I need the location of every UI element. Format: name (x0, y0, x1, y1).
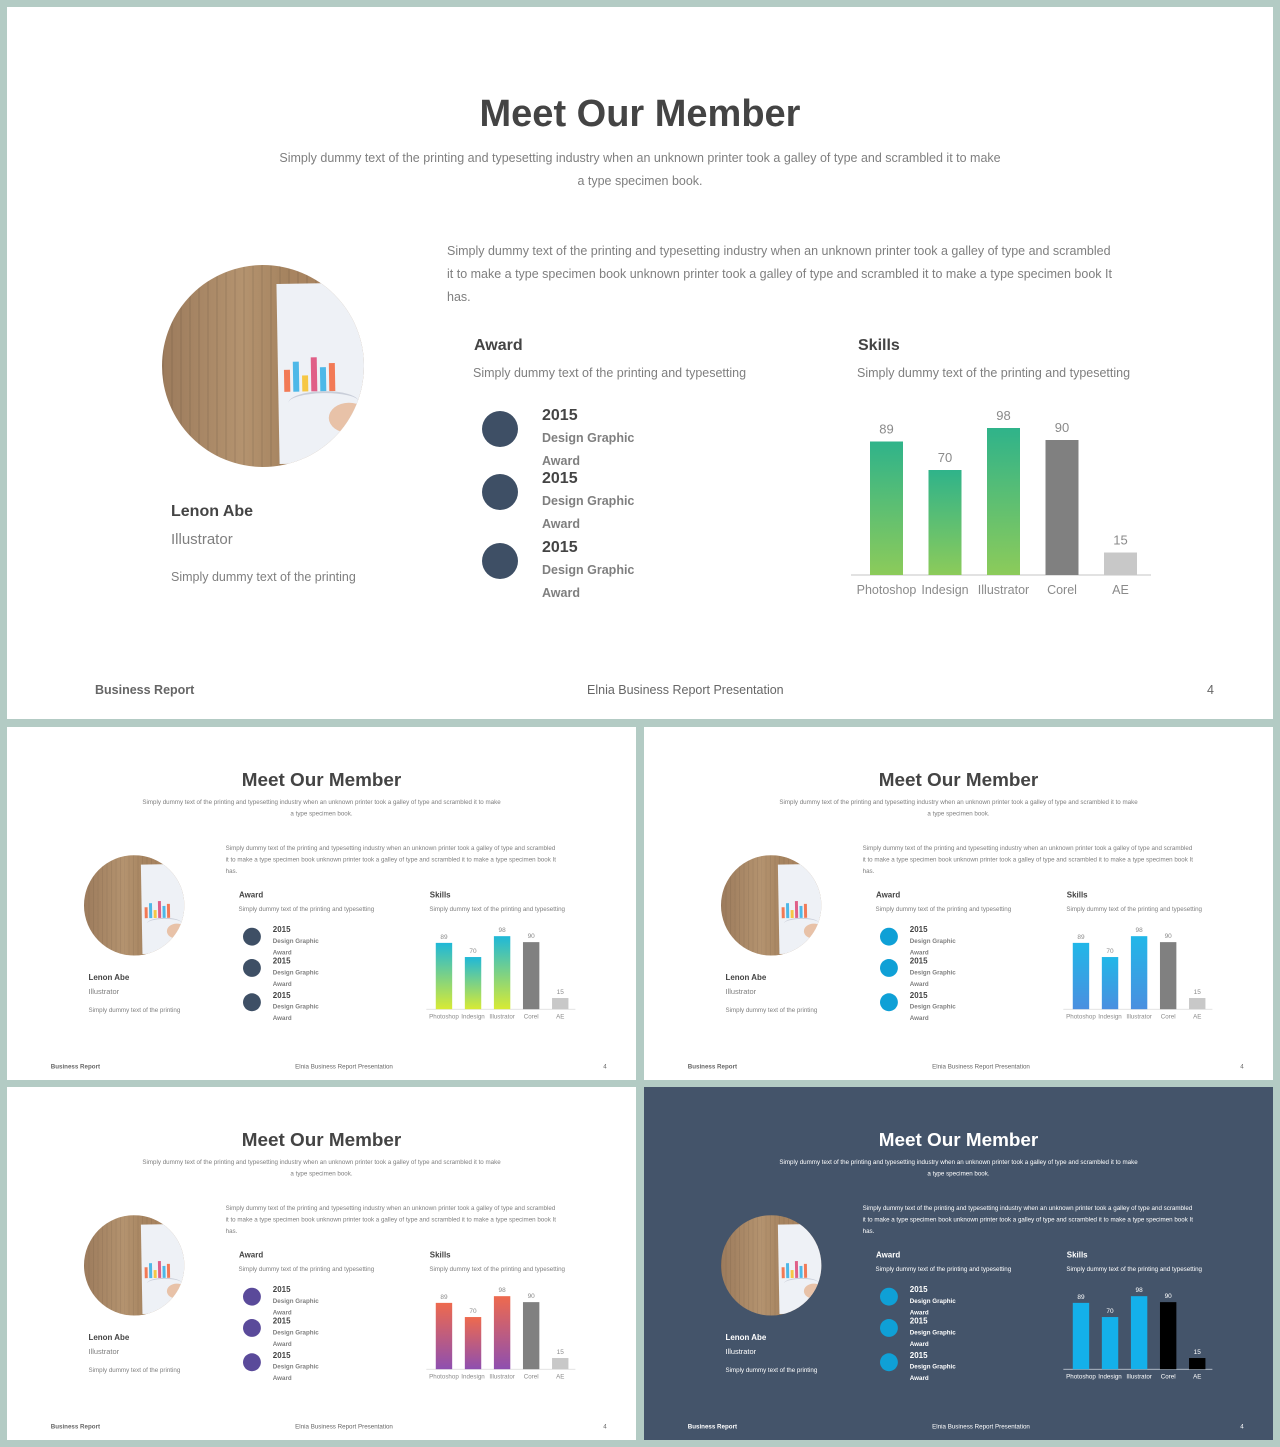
chart-bar-photoshop (436, 943, 452, 1009)
chart-bar-photoshop (1073, 943, 1089, 1009)
chart-value-label: 90 (527, 1293, 535, 1301)
award-dot-icon (243, 1319, 261, 1337)
award-label-2: Award (272, 949, 292, 957)
member-name: Lenon Abe (725, 973, 767, 982)
footer-brand: Business Report (50, 1422, 101, 1430)
skills-title: Skills (1066, 1250, 1088, 1260)
award-item (880, 1286, 1004, 1319)
award-title: Award (239, 890, 264, 900)
chart-category-label: Photoshop (856, 583, 917, 597)
photo-document (778, 864, 822, 954)
footer-brand: Business Report (687, 1062, 738, 1070)
award-year: 2015 (909, 1285, 928, 1295)
award-label: Design Graphic (909, 1297, 956, 1305)
chart-value-label: 98 (498, 1287, 506, 1295)
award-label-2: Award (909, 1014, 929, 1022)
chart-category-label: Photoshop (1066, 1013, 1096, 1021)
award-title: Award (239, 1250, 264, 1260)
award-dot-icon (243, 959, 261, 977)
member-description: Simply dummy text of the printing (88, 1006, 181, 1014)
chart-category-label: Illustrator (1126, 1013, 1152, 1021)
skills-title: Skills (858, 337, 900, 354)
skills-title: Skills (429, 890, 451, 900)
award-label-2: Award (272, 1340, 292, 1348)
award-dot-icon (880, 1353, 898, 1371)
chart-value-label: 89 (879, 421, 894, 437)
award-year: 2015 (272, 1285, 291, 1295)
page-number: 4 (1240, 1062, 1244, 1070)
award-label-2: Award (909, 980, 929, 988)
skills-description: Simply dummy text of the printing and typesetting (857, 366, 1131, 380)
skills-description: Simply dummy text of the printing and typesetting (429, 905, 565, 913)
slide-title: Meet Our Member (479, 93, 801, 135)
chart-category-label: Indesign (461, 1013, 485, 1021)
member-name: Lenon Abe (725, 1333, 767, 1342)
chart-category-label: Illustrator (489, 1373, 515, 1381)
member-name: Lenon Abe (88, 1333, 130, 1342)
member-name: Lenon Abe (171, 503, 254, 520)
award-year: 2015 (909, 991, 928, 1000)
chart-bar-indesign (465, 957, 481, 1009)
award-title: Award (474, 337, 523, 354)
chart-category-label: Illustrator (489, 1013, 515, 1021)
award-description: Simply dummy text of the printing and typesetting (875, 1265, 1012, 1273)
chart-category-label: Indesign (1098, 1373, 1122, 1381)
award-item (880, 991, 1004, 1024)
award-item (880, 926, 1004, 959)
skills-bar-chart (422, 925, 576, 1024)
member-role: Illustrator (725, 987, 757, 996)
award-label-2: Award (909, 1340, 929, 1348)
chart-value-label: 15 (1193, 1349, 1201, 1357)
slide-title: Meet Our Member (878, 1129, 1039, 1151)
chart-category-label: AE (1193, 1013, 1202, 1021)
award-label: Design Graphic (909, 1003, 956, 1011)
chart-category-label: Corel (1160, 1013, 1176, 1021)
slide-subtitle: Simply dummy text of the printing and typesetting industry when an unknown printer took a galley of type and scrambled it to make a type specimen book. (142, 1158, 501, 1177)
chart-category-label: Photoshop (429, 1373, 459, 1381)
award-item (243, 926, 367, 959)
slide-title: Meet Our Member (241, 769, 402, 791)
member-role: Illustrator (171, 531, 233, 548)
intro-text: Simply dummy text of the printing and typesetting industry when an unknown printer took a galley of type and scrambled it to make a type specimen book unknown printer took a galley of type and scrambled it to make a type specimen book It has. (862, 1204, 1193, 1235)
award-dot-icon (243, 928, 261, 946)
member-description: Simply dummy text of the printing (725, 1006, 818, 1014)
award-item (243, 991, 367, 1024)
chart-bar-indesign (929, 470, 962, 575)
award-item (243, 1351, 367, 1384)
skills-bar-chart (422, 1285, 576, 1384)
chart-value-label: 70 (469, 948, 477, 956)
award-year: 2015 (542, 407, 578, 424)
award-label-2: Award (909, 949, 929, 957)
chart-value-label: 89 (1077, 1293, 1085, 1301)
slide-subtitle: Simply dummy text of the printing and typesetting industry when an unknown printer took a galley of type and scrambled it to make a type specimen book. (142, 798, 501, 817)
award-description: Simply dummy text of the printing and typesetting (473, 366, 747, 380)
chart-bar-photoshop (436, 1303, 452, 1369)
award-label-2: Award (272, 1374, 292, 1382)
chart-value-label: 70 (1106, 1308, 1114, 1316)
chart-bar-photoshop (1073, 1303, 1089, 1369)
chart-bar-photoshop (870, 442, 903, 576)
chart-bar-corel (1160, 1302, 1176, 1369)
slide-title: Meet Our Member (241, 1129, 402, 1151)
award-label: Design Graphic (272, 1328, 319, 1336)
award-label: Design Graphic (909, 1328, 956, 1336)
award-label: Design Graphic (272, 968, 319, 976)
chart-bar-ae (1189, 998, 1205, 1009)
member-name: Lenon Abe (88, 973, 130, 982)
chart-value-label: 90 (1054, 420, 1070, 435)
chart-category-label: Corel (1047, 583, 1077, 597)
footer-brand: Business Report (50, 1062, 101, 1070)
award-label: Design Graphic (272, 1297, 319, 1305)
chart-bar-ae (1189, 1358, 1205, 1369)
award-dot-icon (880, 1319, 898, 1337)
chart-category-label: Corel (1160, 1373, 1176, 1381)
chart-bar-corel (1046, 440, 1079, 575)
chart-bar-indesign (1102, 1317, 1118, 1369)
chart-category-label: Indesign (1098, 1013, 1122, 1021)
page-number: 4 (1240, 1422, 1244, 1430)
chart-value-label: 89 (440, 933, 448, 941)
chart-category-label: AE (556, 1013, 565, 1021)
page-number: 4 (603, 1062, 607, 1070)
chart-value-label: 15 (1113, 532, 1128, 548)
chart-value-label: 89 (1077, 933, 1085, 941)
award-label-2: Award (542, 517, 580, 531)
chart-category-label: Indesign (461, 1373, 485, 1381)
award-label-2: Award (542, 586, 580, 600)
chart-bar-illustrator (1131, 936, 1147, 1009)
chart-bar-corel (523, 942, 539, 1009)
intro-text: Simply dummy text of the printing and typesetting industry when an unknown printer took a galley of type and scrambled it to make a type specimen book unknown printer took a galley of type and scrambled it to make a type specimen book It has. (862, 844, 1193, 875)
footer-title: Elnia Business Report Presentation (932, 1422, 1030, 1430)
award-label: Design Graphic (272, 1363, 319, 1371)
chart-value-label: 90 (1164, 933, 1172, 941)
slide-thumb-blue[interactable] (644, 727, 1273, 1080)
chart-bar-illustrator (494, 1296, 510, 1369)
intro-text: Simply dummy text of the printing and typesetting industry when an unknown printer took a galley of type and scrambled it to make a type specimen book unknown printer took a galley of type and scrambled it to make a type specimen book It has. (447, 244, 1112, 304)
member-role: Illustrator (725, 1347, 757, 1356)
footer-title: Elnia Business Report Presentation (932, 1062, 1030, 1070)
award-item (243, 957, 367, 990)
chart-category-label: Illustrator (977, 583, 1030, 597)
award-label-2: Award (909, 1309, 929, 1317)
skills-title: Skills (1066, 890, 1088, 900)
award-item (482, 470, 732, 536)
slide-main[interactable] (7, 7, 1273, 719)
chart-bar-corel (523, 1302, 539, 1369)
award-year: 2015 (909, 1317, 928, 1326)
chart-bar-illustrator (987, 428, 1020, 575)
award-description: Simply dummy text of the printing and typesetting (238, 1265, 375, 1273)
slide-thumb-dark[interactable] (644, 1087, 1273, 1440)
award-dot-icon (482, 411, 518, 447)
chart-category-label: Corel (523, 1373, 539, 1381)
chart-bar-ae (552, 998, 568, 1009)
award-label-2: Award (272, 1014, 292, 1022)
chart-category-label: AE (556, 1373, 565, 1381)
member-photo (84, 1215, 184, 1315)
award-label: Design Graphic (909, 937, 956, 945)
skills-title: Skills (429, 1250, 451, 1260)
member-photo (721, 855, 821, 955)
award-label-2: Award (272, 1309, 292, 1317)
chart-value-label: 98 (996, 408, 1011, 423)
chart-value-label: 98 (1135, 1287, 1143, 1295)
chart-value-label: 15 (556, 989, 564, 997)
award-dot-icon (880, 928, 898, 946)
award-label: Design Graphic (909, 968, 956, 976)
award-year: 2015 (272, 925, 291, 935)
award-description: Simply dummy text of the printing and typesetting (875, 905, 1012, 913)
award-label: Design Graphic (542, 431, 635, 445)
slide-subtitle: Simply dummy text of the printing and typesetting industry when an unknown printer took a galley of type and scrambled it to make a type specimen book. (779, 1158, 1138, 1177)
photo-document (141, 864, 185, 954)
award-description: Simply dummy text of the printing and typesetting (238, 905, 375, 913)
chart-category-label: AE (1193, 1373, 1202, 1381)
chart-category-label: Photoshop (1066, 1373, 1096, 1381)
chart-bar-illustrator (494, 936, 510, 1009)
skills-description: Simply dummy text of the printing and typesetting (429, 1265, 565, 1273)
award-year: 2015 (909, 1351, 928, 1360)
award-dot-icon (243, 993, 261, 1011)
award-title: Award (876, 890, 901, 900)
slide-subtitle: Simply dummy text of the printing and typesetting industry when an unknown printer took a galley of type and scrambled it to make a type specimen book. (279, 151, 1001, 188)
chart-value-label: 70 (469, 1308, 477, 1316)
chart-value-label: 90 (527, 933, 535, 941)
chart-value-label: 70 (937, 450, 953, 465)
member-photo (721, 1215, 821, 1315)
chart-category-label: Indesign (921, 583, 969, 597)
member-role: Illustrator (88, 987, 120, 996)
award-year: 2015 (542, 470, 578, 487)
footer-title: Elnia Business Report Presentation (295, 1062, 393, 1070)
chart-category-label: Photoshop (429, 1013, 459, 1021)
award-dot-icon (243, 1353, 261, 1371)
chart-bar-indesign (1102, 957, 1118, 1009)
slide-thumb-lime[interactable] (7, 727, 636, 1080)
chart-value-label: 89 (440, 1293, 448, 1301)
award-year: 2015 (542, 539, 578, 556)
award-year: 2015 (909, 925, 928, 935)
award-label-2: Award (542, 454, 580, 468)
footer-brand: Business Report (95, 683, 195, 697)
skills-description: Simply dummy text of the printing and typesetting (1066, 1265, 1202, 1273)
award-item (243, 1286, 367, 1319)
member-description: Simply dummy text of the printing (171, 570, 356, 584)
slide-subtitle: Simply dummy text of the printing and typesetting industry when an unknown printer took a galley of type and scrambled it to make a type specimen book. (779, 798, 1138, 817)
award-label: Design Graphic (542, 494, 635, 508)
chart-value-label: 90 (1164, 1293, 1172, 1301)
award-dot-icon (243, 1288, 261, 1306)
award-item (880, 1317, 1004, 1350)
chart-bar-illustrator (1131, 1296, 1147, 1369)
footer-brand: Business Report (687, 1422, 738, 1430)
award-item (482, 407, 732, 473)
award-item (482, 539, 732, 605)
award-title: Award (876, 1250, 901, 1260)
chart-value-label: 15 (1193, 989, 1201, 997)
skills-bar-chart (843, 405, 1153, 605)
photo-document (778, 1224, 822, 1314)
award-year: 2015 (272, 1351, 291, 1360)
chart-bar-indesign (465, 1317, 481, 1369)
member-description: Simply dummy text of the printing (725, 1366, 818, 1374)
skills-description: Simply dummy text of the printing and typesetting (1066, 905, 1202, 913)
photo-document (141, 1224, 185, 1314)
award-dot-icon (880, 959, 898, 977)
award-year: 2015 (909, 957, 928, 966)
chart-category-label: Illustrator (1126, 1373, 1152, 1381)
member-role: Illustrator (88, 1347, 120, 1356)
award-dot-icon (880, 993, 898, 1011)
page-number: 4 (603, 1422, 607, 1430)
intro-text: Simply dummy text of the printing and typesetting industry when an unknown printer took a galley of type and scrambled it to make a type specimen book unknown printer took a galley of type and scrambled it to make a type specimen book It has. (225, 844, 556, 875)
slide-title: Meet Our Member (878, 769, 1039, 791)
award-dot-icon (880, 1288, 898, 1306)
member-description: Simply dummy text of the printing (88, 1366, 181, 1374)
award-year: 2015 (272, 957, 291, 966)
chart-category-label: Corel (523, 1013, 539, 1021)
chart-value-label: 70 (1106, 948, 1114, 956)
slide-thumb-red[interactable] (7, 1087, 636, 1440)
chart-value-label: 15 (556, 1349, 564, 1357)
award-item (880, 1351, 1004, 1384)
footer-title: Elnia Business Report Presentation (587, 683, 784, 697)
photo-document (276, 282, 364, 464)
award-item (243, 1317, 367, 1350)
award-year: 2015 (272, 991, 291, 1000)
skills-bar-chart (1059, 1285, 1213, 1384)
award-label-2: Award (272, 980, 292, 988)
page-number: 4 (1207, 683, 1214, 697)
award-label: Design Graphic (909, 1363, 956, 1371)
chart-bar-ae (1104, 553, 1137, 576)
award-year: 2015 (272, 1317, 291, 1326)
award-label-2: Award (909, 1374, 929, 1382)
award-label: Design Graphic (272, 1003, 319, 1011)
chart-value-label: 98 (498, 927, 506, 935)
chart-bar-ae (552, 1358, 568, 1369)
award-label: Design Graphic (272, 937, 319, 945)
skills-bar-chart (1059, 925, 1213, 1024)
award-dot-icon (482, 474, 518, 510)
chart-value-label: 98 (1135, 927, 1143, 935)
award-item (880, 957, 1004, 990)
member-photo (84, 855, 184, 955)
footer-title: Elnia Business Report Presentation (295, 1422, 393, 1430)
intro-text: Simply dummy text of the printing and typesetting industry when an unknown printer took a galley of type and scrambled it to make a type specimen book unknown printer took a galley of type and scrambled it to make a type specimen book It has. (225, 1204, 556, 1235)
chart-category-label: AE (1112, 583, 1129, 597)
award-label: Design Graphic (542, 563, 635, 577)
chart-bar-corel (1160, 942, 1176, 1009)
member-photo (162, 265, 364, 467)
award-dot-icon (482, 543, 518, 579)
